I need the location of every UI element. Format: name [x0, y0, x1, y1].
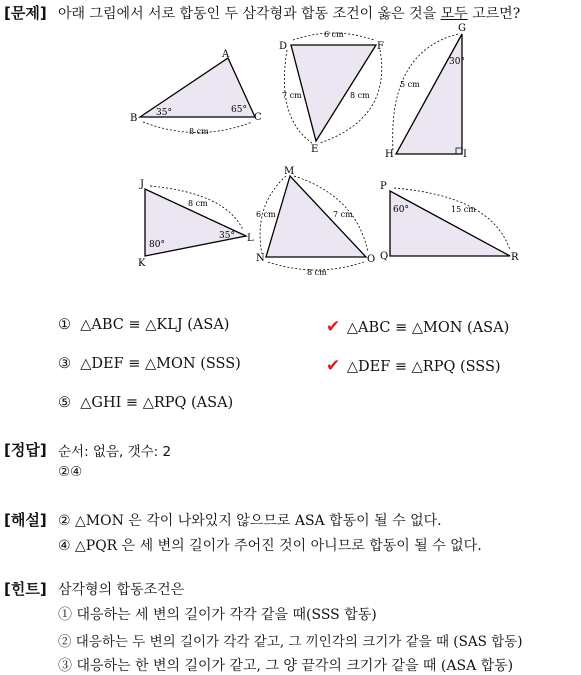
triangle-pqr [380, 181, 519, 263]
angle-c-label: 65° [231, 105, 247, 115]
choice-3-text: △DEF ≡ △MON (SSS) [80, 356, 241, 372]
label-e: E [311, 144, 319, 155]
label-d: D [279, 41, 288, 52]
label-j: J [140, 179, 145, 190]
label-l: L [247, 233, 254, 244]
label-c: C [254, 112, 262, 123]
explanation-line-2: ④ △PQR 은 세 변의 길이가 주어진 것이 아니므로 합동이 될 수 없다. [58, 538, 482, 554]
angle-k-label: 80° [149, 240, 165, 250]
side-jl-label: 8 cm [188, 199, 208, 208]
choice-2-text: △ABC ≡ △MON (ASA) [346, 320, 510, 336]
choice-1-number: ① [58, 317, 71, 333]
triangle-jkl [138, 179, 254, 269]
label-p: P [380, 181, 387, 192]
check-icon: ✔ [326, 356, 341, 376]
choice-3[interactable] [58, 356, 241, 372]
angle-p-label: 60° [393, 205, 409, 215]
label-n: N [256, 253, 265, 264]
explanation-line-1: ② △MON 은 각이 나와있지 않으므로 ASA 합동이 될 수 없다. [58, 513, 442, 529]
side-gh-label: 5 cm [400, 80, 420, 89]
label-a: A [222, 49, 230, 60]
angle-g-label: 30° [449, 57, 465, 67]
side-pr-label: 15 cm [451, 205, 476, 214]
triangle-ghi [385, 23, 467, 160]
choice-2[interactable] [326, 317, 509, 337]
side-mo-label: 7 cm [333, 210, 353, 219]
label-q: Q [380, 251, 389, 262]
explanation-label: [해설] [4, 511, 47, 529]
hint-line-2: ① 대응하는 세 변의 길이가 각각 같을 때(SSS 합동) [58, 607, 377, 623]
angle-b-label: 35° [156, 108, 172, 118]
problem-text-after: 고르면? [467, 6, 521, 22]
hint-label: [힌트] [4, 580, 47, 598]
side-bc-label: 8 cm [189, 127, 209, 136]
choice-1-text: △ABC ≡ △KLJ (ASA) [80, 317, 230, 333]
side-no-label: 8 cm [307, 268, 327, 277]
problem-text-underlined: 모두 [440, 6, 468, 22]
angle-l-label: 35° [219, 231, 235, 241]
triangle-figures [0, 0, 581, 290]
hint-line-3: ② 대응하는 두 변의 길이가 각각 같고, 그 끼인각의 크기가 같을 때 (SAS 합동) [58, 634, 523, 650]
label-m: M [284, 166, 295, 177]
choice-5[interactable] [58, 395, 233, 411]
triangle-def [279, 30, 384, 155]
answer-label: [정답] [4, 441, 47, 459]
choice-4-text: △DEF ≡ △RPQ (SSS) [346, 359, 501, 375]
hint-line-4: ③ 대응하는 한 변의 길이가 같고, 그 양 끝각의 크기가 같을 때 (ASA 합동) [58, 658, 514, 674]
side-de-label: 7 cm [282, 91, 302, 100]
label-k: K [138, 258, 146, 269]
label-i: I [463, 149, 467, 160]
hint-line-1: 삼각형의 합동조건은 [58, 582, 185, 598]
side-fe-label: 8 cm [350, 91, 370, 100]
answer-line-2: ②④ [58, 464, 83, 480]
label-f: F [377, 41, 384, 52]
choice-5-number: ⑤ [58, 395, 71, 411]
triangle-abc [130, 49, 262, 136]
side-mn-label: 6 cm [256, 210, 276, 219]
check-icon: ✔ [326, 317, 341, 337]
problem-text-before: 아래 그림에서 서로 합동인 두 삼각형과 합동 조건이 옳은 것을 [58, 6, 441, 22]
side-df-label: 6 cm [324, 30, 344, 39]
label-b: B [130, 113, 138, 124]
choice-1[interactable] [58, 317, 229, 333]
triangle-mon [256, 166, 375, 277]
label-g: G [458, 23, 466, 34]
choice-3-number: ③ [58, 356, 71, 372]
label-h: H [385, 149, 394, 160]
label-o: O [367, 254, 376, 265]
choice-4[interactable] [326, 356, 501, 376]
answer-line-1: 순서: 없음, 갯수: 2 [58, 444, 172, 460]
label-r: R [511, 252, 519, 263]
choice-5-text: △GHI ≡ △RPQ (ASA) [80, 395, 234, 411]
problem-label: [문제] [4, 4, 47, 22]
